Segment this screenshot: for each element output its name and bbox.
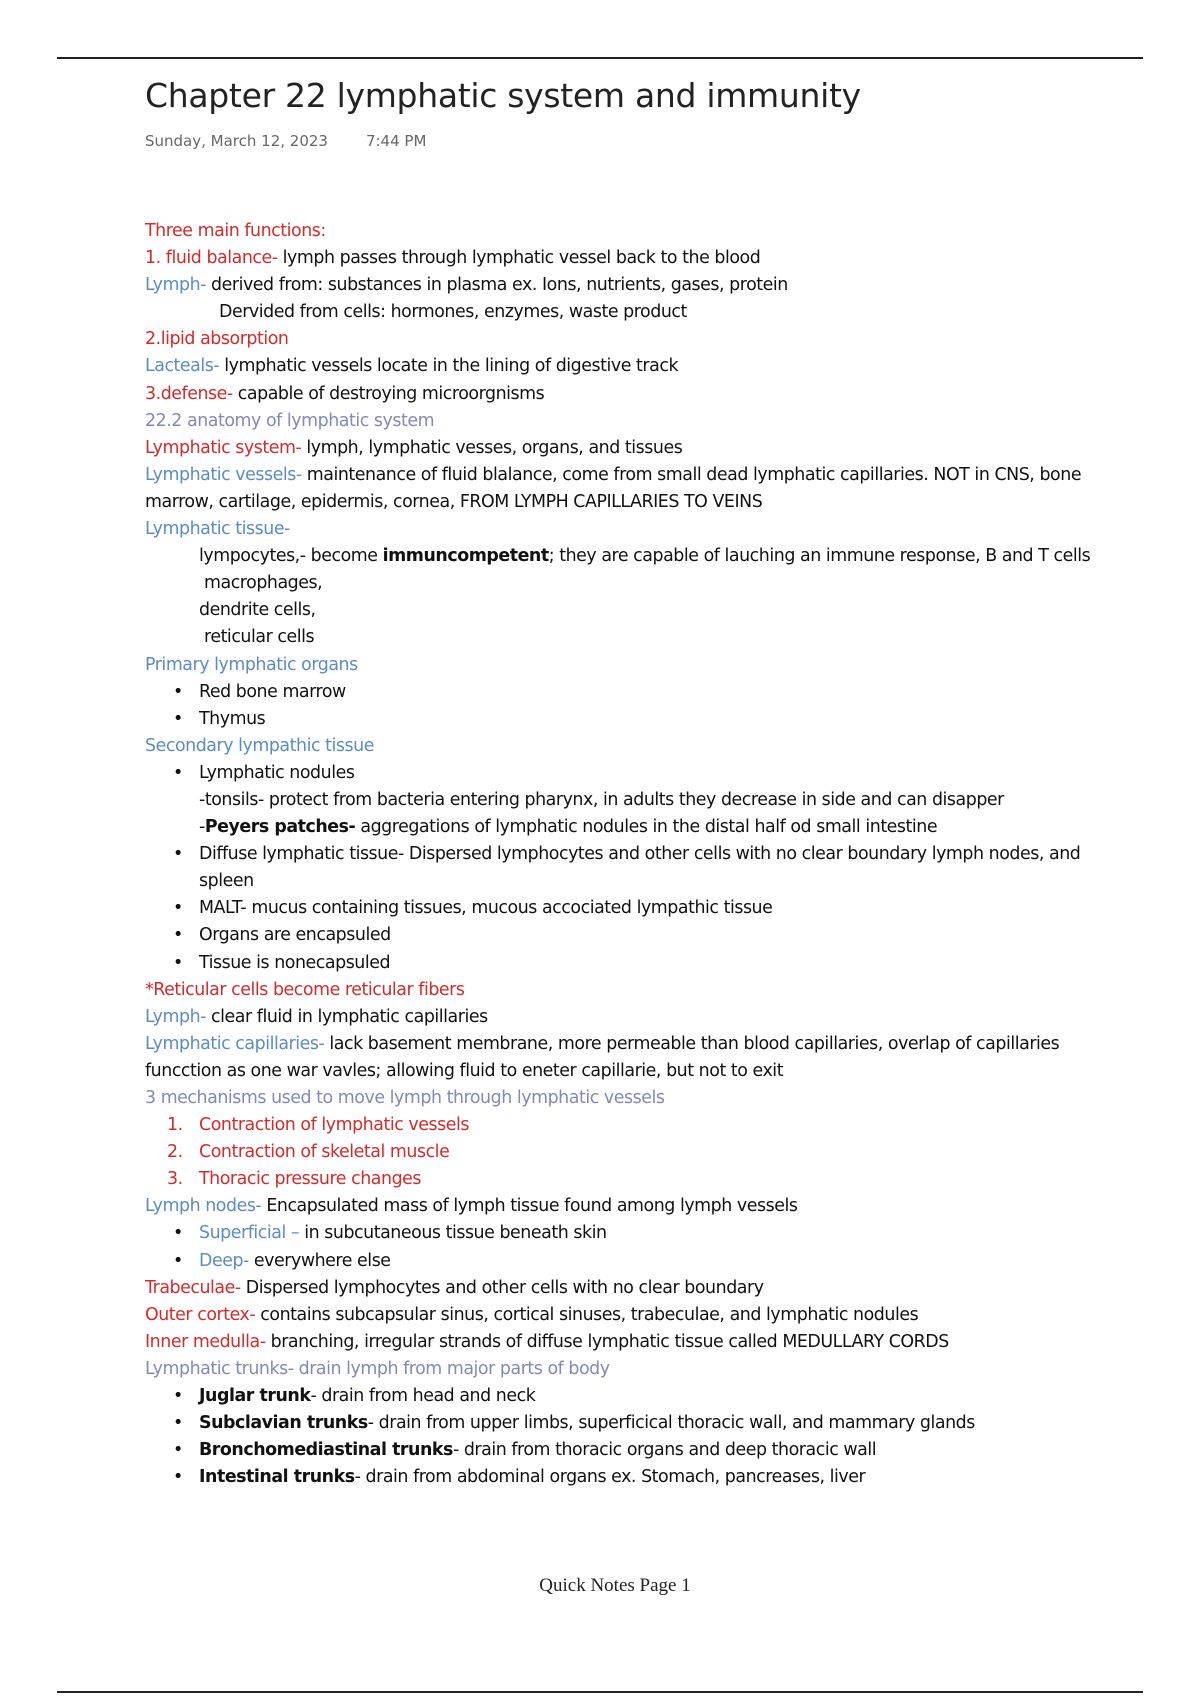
section-heading: Primary lymphatic organs: [145, 654, 358, 675]
bullet-item: • Tissue is nonecapsuled: [145, 950, 1095, 977]
definition: - drain from upper limbs, superficical thoracic wall, and mammary glands: [367, 1413, 975, 1434]
text-run: aggregations of lymphatic nodules in the distal half od small intestine: [355, 817, 938, 838]
bullet-item: [145, 1464, 1095, 1491]
definition: everywhere else: [248, 1250, 391, 1271]
note-line: [145, 462, 1095, 516]
page-footer: Quick Notes Page 1: [539, 1575, 691, 1596]
definition: - drain from thoracic organs and deep thoracic wall: [452, 1440, 877, 1461]
definition: - drain from head and neck: [310, 1386, 536, 1407]
numbered-item: [145, 1139, 1095, 1166]
note-body: [145, 218, 1095, 1491]
section-heading: 22.2 anatomy of lymphatic system: [145, 410, 435, 431]
note-line: [145, 245, 1095, 272]
note-line: [145, 353, 1095, 380]
item-text: Thoracic pressure changes: [199, 1169, 422, 1190]
term: Deep-: [199, 1250, 249, 1271]
definition: maintenance of fluid blalance, come from small dead lymphatic capillaries. NOT in CNS, bone marrow, cartilage, epidermis, cornea, FROM LYMPH CAPILLARIES TO VEINS: [145, 464, 1082, 512]
term: Trabeculae-: [145, 1277, 241, 1298]
bold-term: Subclavian trunks: [199, 1413, 368, 1434]
item-number: 3.: [167, 1169, 183, 1190]
bullet-item: [145, 1248, 1095, 1275]
page-date: Sunday, March 12, 2023: [145, 132, 328, 150]
note-line: [145, 1193, 1095, 1220]
term: 1. fluid balance-: [145, 248, 278, 269]
note-line: Lymphatic tissue-: [145, 519, 290, 540]
page-time: 7:44 PM: [365, 132, 427, 150]
definition: Dispersed lymphocytes and other cells with no clear boundary: [240, 1277, 764, 1298]
bullet-item: • Lymphatic nodules: [145, 760, 1095, 787]
term: Lymph-: [145, 275, 206, 296]
text-run: ; they are capable of lauching an immune response, B and T cells: [548, 546, 1091, 567]
note-line: [145, 1302, 1095, 1329]
definition: in subcutaneous tissue beneath skin: [299, 1223, 607, 1244]
definition: lymph passes through lymphatic vessel back to the blood: [277, 248, 761, 269]
item-text: Contraction of skeletal muscle: [199, 1142, 450, 1163]
page-title: Chapter 22 lymphatic system and immunity: [145, 76, 861, 115]
term: Lymph-: [145, 1006, 206, 1027]
term: Lymph nodes-: [145, 1196, 262, 1217]
definition: branching, irregular strands of diffuse lymphatic tissue called MEDULLARY CORDS: [265, 1331, 949, 1352]
note-line: -tonsils- protect from bacteria entering pharynx, in adults they decrease in side and can disapper: [199, 789, 1004, 810]
bullet-item: [145, 1410, 1095, 1437]
bullet-item: [145, 1383, 1095, 1410]
section-heading: 3 mechanisms used to move lymph through lymphatic vessels: [145, 1088, 665, 1108]
text-run: -: [199, 817, 205, 838]
term: Lymphatic vessels-: [145, 464, 302, 485]
item-text: Contraction of lymphatic vessels: [199, 1115, 469, 1136]
note-line: *Reticular cells become reticular fibers: [145, 979, 465, 1000]
section-heading: Secondary lympathic tissue: [145, 735, 374, 756]
note-line: [145, 1004, 1095, 1031]
numbered-item: [145, 1166, 1095, 1193]
note-line: [145, 1031, 1095, 1085]
page-meta: [145, 132, 426, 150]
note-line: dendrite cells,: [199, 600, 316, 621]
note-line: [145, 814, 1095, 841]
bold-term: Juglar trunk: [199, 1386, 311, 1407]
bottom-rule: [57, 1691, 1143, 1693]
item-number: 2.: [167, 1142, 183, 1163]
bold-term: Peyers patches-: [204, 817, 356, 838]
definition: contains subcapsular sinus, cortical sinuses, trabeculae, and lymphatic nodules: [255, 1304, 919, 1325]
definition: clear fluid in lymphatic capillaries: [205, 1006, 488, 1027]
bold-term: Bronchomediastinal trunks: [199, 1440, 453, 1461]
note-line: reticular cells: [204, 627, 315, 648]
bullet-item: • Organs are encapsuled: [145, 922, 1095, 949]
note-line: [145, 272, 1095, 299]
bullet-item: • MALT- mucus containing tissues, mucous accociated lympathic tissue: [145, 895, 1095, 922]
term: Lacteals-: [145, 356, 220, 377]
note-line: [145, 543, 1095, 570]
bullet-item: [145, 1220, 1095, 1247]
definition: capable of destroying microorgnisms: [232, 383, 545, 404]
note-line: [145, 1329, 1095, 1356]
note-line: Three main functions:: [145, 221, 326, 241]
bullet-item: [145, 1437, 1095, 1464]
note-line: Dervided from cells: hormones, enzymes, waste product: [219, 302, 687, 323]
definition: lymphatic vessels locate in the lining of digestive track: [219, 356, 679, 377]
term: Lymphatic system-: [145, 437, 302, 458]
term: 3.defense-: [145, 383, 233, 404]
note-line: macrophages,: [204, 573, 323, 594]
term: Outer cortex-: [145, 1304, 256, 1325]
term: Lymphatic capillaries-: [145, 1033, 325, 1054]
item-number: 1.: [167, 1115, 183, 1136]
note-line: [145, 1275, 1095, 1302]
bullet-item: • Diffuse lymphatic tissue- Dispersed lymphocytes and other cells with no clear boundary lymph nodes, and spleen: [145, 841, 1095, 895]
bullet-item: • Red bone marrow: [145, 679, 1095, 706]
top-rule: [57, 57, 1143, 59]
definition: lack basement membrane, more permeable than blood capillaries, overlap of capillaries funcction as one war vavles; allowing fluid to eneter capillarie, but not to exit: [145, 1033, 1060, 1081]
numbered-item: [145, 1112, 1095, 1139]
definition: Encapsulated mass of lymph tissue found among lymph vessels: [261, 1196, 798, 1217]
note-line: [145, 381, 1095, 408]
section-heading: Lymphatic trunks- drain lymph from major parts of body: [145, 1358, 610, 1379]
term: Superficial –: [199, 1223, 300, 1244]
bold-term: immuncompetent: [382, 546, 549, 567]
note-line: [145, 435, 1095, 462]
term: Inner medulla-: [145, 1331, 266, 1352]
definition: - drain from abdominal organs ex. Stomach, pancreases, liver: [354, 1467, 866, 1488]
note-line: 2.lipid absorption: [145, 329, 289, 350]
definition: derived from: substances in plasma ex. Ions, nutrients, gases, protein: [205, 275, 788, 296]
definition: lymph, lymphatic vesses, organs, and tissues: [301, 437, 683, 458]
text-run: lympocytes,- become: [199, 546, 383, 567]
bullet-item: • Thymus: [145, 706, 1095, 733]
bold-term: Intestinal trunks: [199, 1467, 355, 1488]
